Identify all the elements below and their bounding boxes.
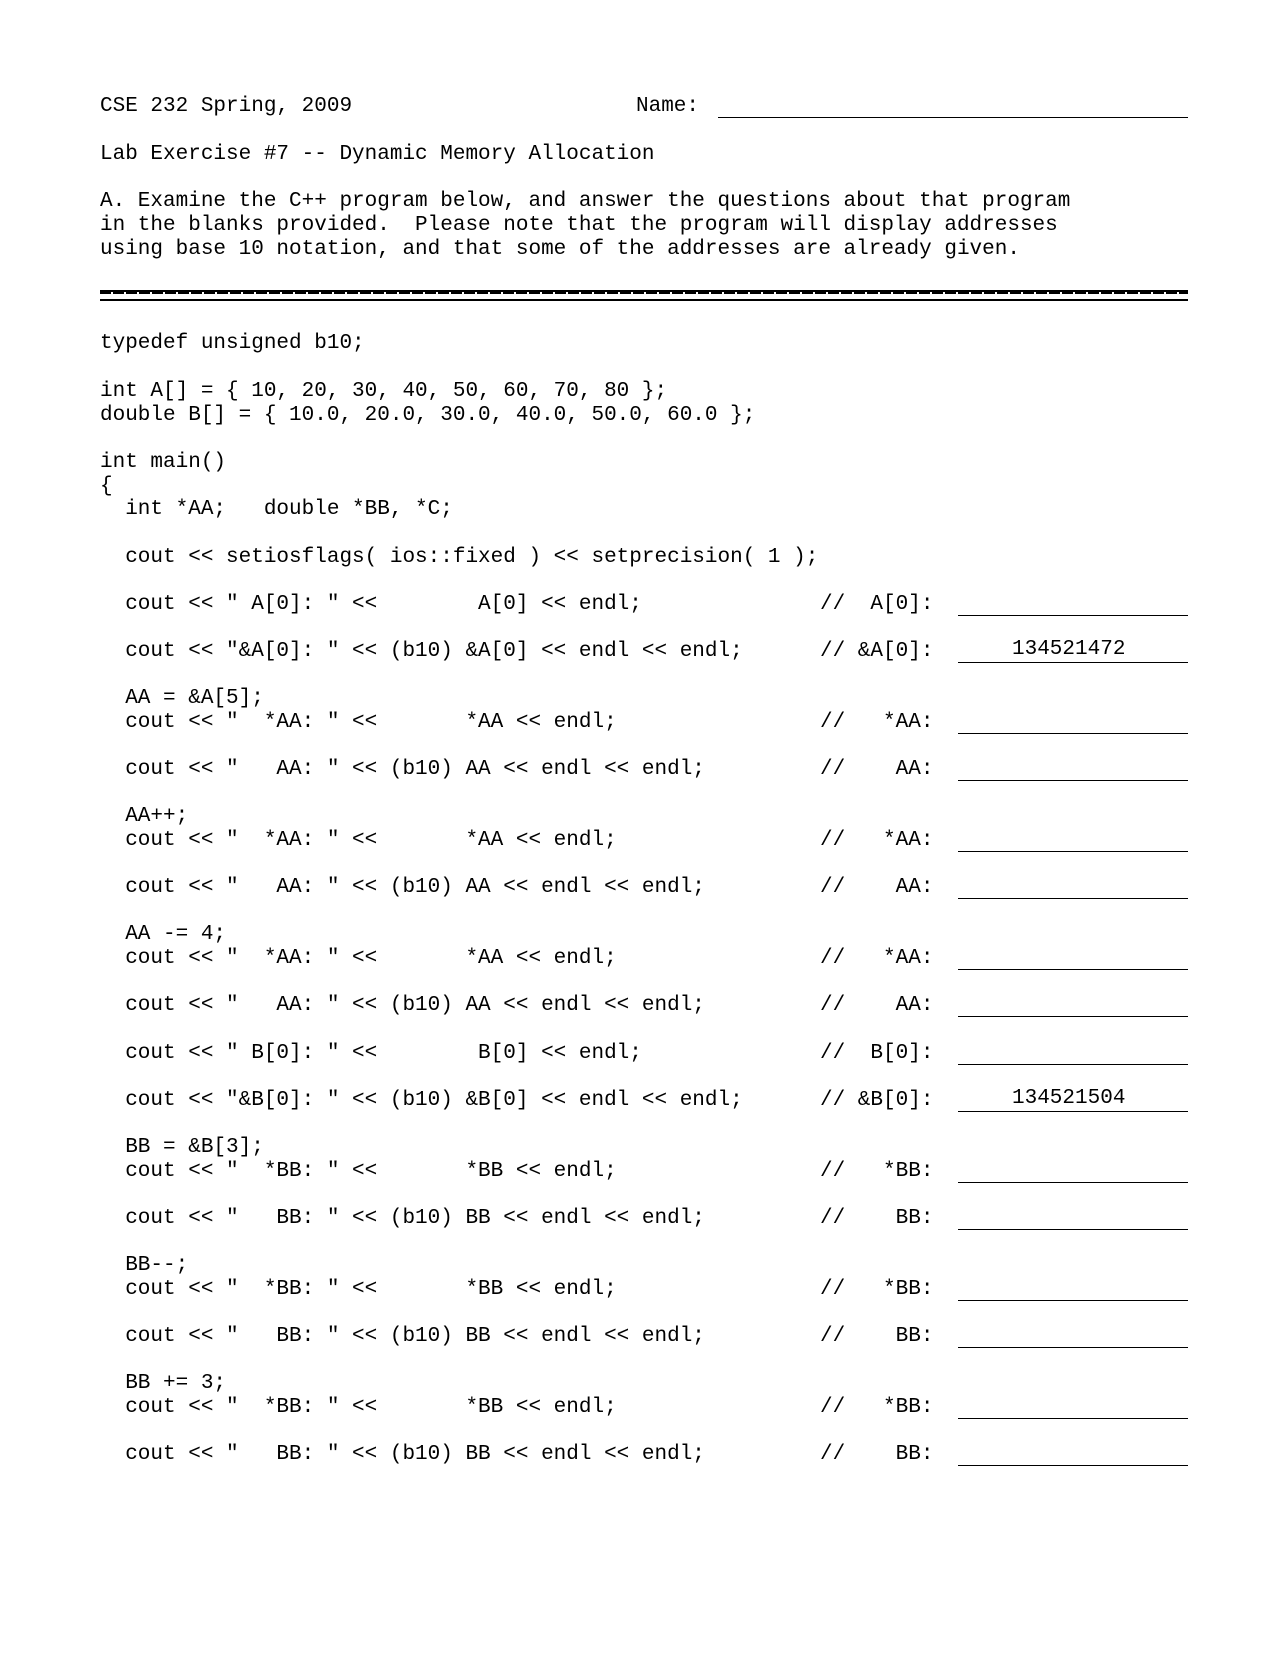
answer-blank[interactable] [958,1323,1188,1348]
answer-label: // AA: [820,994,934,1017]
code-declarations: int *AA; double *BB, *C; [100,498,453,521]
answer-label: // BB: [820,1443,934,1466]
answer-label: // &B[0]: [820,1089,934,1112]
instruction-line: using base 10 notation, and that some of the addresses are already given. [100,238,1020,261]
answer-label: // *BB: [820,1396,934,1419]
answer-blank[interactable] [958,1441,1188,1466]
answer-label: // *AA: [820,947,934,970]
code-output-line: cout << " AA: " << (b10) AA << endl << endl; [100,758,705,781]
name-blank[interactable] [718,93,1188,118]
answer-blank[interactable] [958,1394,1188,1419]
given-address: 134521472 [1012,638,1126,661]
answer-label: // AA: [820,876,934,899]
answer-blank[interactable] [958,1040,1188,1065]
answer-blank[interactable] [958,1276,1188,1301]
code-setprecision: cout << setiosflags( ios::fixed ) << setprecision( 1 ); [100,546,819,569]
code-output-line: cout << " BB: " << (b10) BB << endl << endl; [100,1207,705,1230]
code-output-line: cout << " *BB: " << *BB << endl; [100,1396,617,1419]
code-statement: BB = &B[3]; [100,1136,264,1159]
answer-label: // BB: [820,1325,934,1348]
answer-label: // *AA: [820,711,934,734]
code-statement: BB--; [100,1254,189,1277]
lab-title: Lab Exercise #7 -- Dynamic Memory Allocation [100,143,655,166]
code-output-line: cout << " AA: " << (b10) AA << endl << endl; [100,994,705,1017]
answer-label: // *AA: [820,829,934,852]
code-statement: AA -= 4; [100,923,227,946]
answer-blank[interactable] [958,709,1188,734]
instruction-line: in the blanks provided. Please note that the program will display addresses [100,214,1058,237]
code-output-line: cout << " BB: " << (b10) BB << endl << endl; [100,1443,705,1466]
code-statement: AA++; [100,805,189,828]
answer-label: // A[0]: [820,593,934,616]
answer-blank[interactable] [958,1205,1188,1230]
code-output-line: cout << " B[0]: " << B[0] << endl; [100,1042,642,1065]
instruction-line: A. Examine the C++ program below, and answer the questions about that program [100,190,1071,213]
answer-blank[interactable] [958,756,1188,781]
code-output-line: cout << "&B[0]: " << (b10) &B[0] << endl << endl; [100,1089,743,1112]
code-typedef: typedef unsigned b10; [100,332,365,355]
code-output-line: cout << " *AA: " << *AA << endl; [100,947,617,970]
code-output-line: cout << " AA: " << (b10) AA << endl << endl; [100,876,705,899]
code-statement: AA = &A[5]; [100,687,264,710]
code-brace: { [100,475,113,498]
answer-label: // BB: [820,1207,934,1230]
code-main: int main() [100,451,227,474]
answer-label: // &A[0]: [820,640,934,663]
answer-blank[interactable] [958,591,1188,616]
answer-blank[interactable] [958,945,1188,970]
answer-label: // *BB: [820,1160,934,1183]
code-output-line: cout << "&A[0]: " << (b10) &A[0] << endl << endl; [100,640,743,663]
answer-blank[interactable] [958,874,1188,899]
answer-label: // *BB: [820,1278,934,1301]
course-heading: CSE 232 Spring, 2009 [100,95,353,118]
code-output-line: cout << " A[0]: " << A[0] << endl; [100,593,642,616]
code-output-line: cout << " *AA: " << *AA << endl; [100,829,617,852]
separator-rule [100,290,1188,301]
code-output-line: cout << " *BB: " << *BB << endl; [100,1278,617,1301]
code-output-line: cout << " *AA: " << *AA << endl; [100,711,617,734]
name-label: Name: [636,95,700,118]
code-output-line: cout << " BB: " << (b10) BB << endl << endl; [100,1325,705,1348]
answer-blank[interactable] [958,992,1188,1017]
answer-blank[interactable] [958,1158,1188,1183]
answer-label: // B[0]: [820,1042,934,1065]
given-address: 134521504 [1012,1087,1126,1110]
code-array-a: int A[] = { 10, 20, 30, 40, 50, 60, 70, 80 }; [100,380,668,403]
answer-label: // AA: [820,758,934,781]
code-array-b: double B[] = { 10.0, 20.0, 30.0, 40.0, 50.0, 60.0 }; [100,404,756,427]
code-statement: BB += 3; [100,1372,227,1395]
code-output-line: cout << " *BB: " << *BB << endl; [100,1160,617,1183]
answer-blank[interactable] [958,827,1188,852]
